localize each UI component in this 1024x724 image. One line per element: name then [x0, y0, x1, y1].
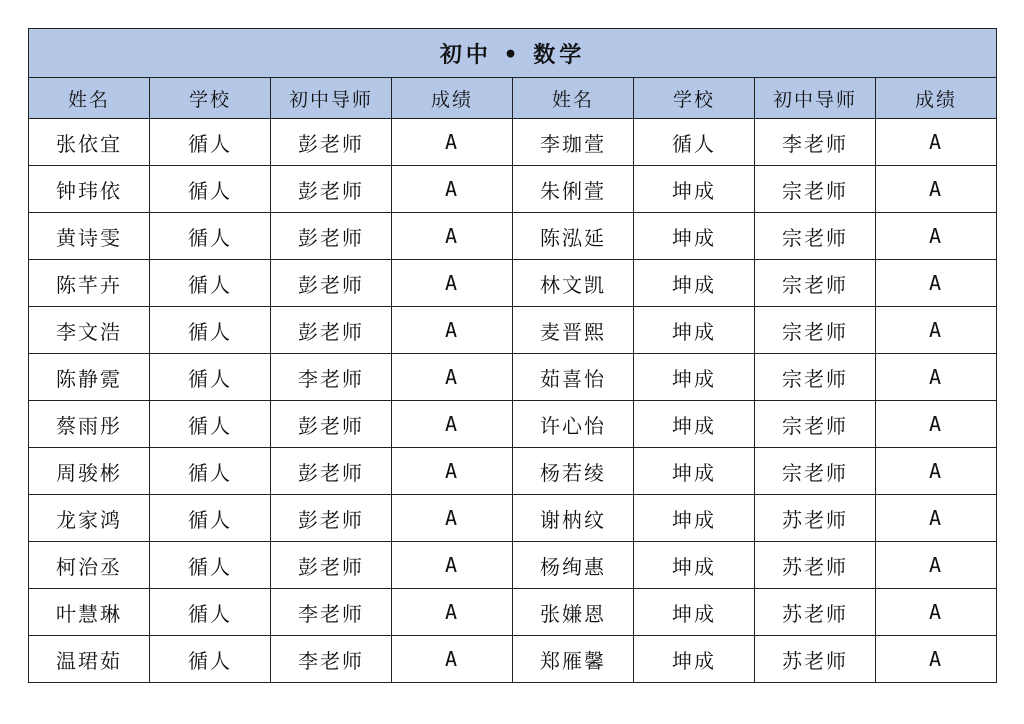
school-cell: 坤成: [634, 542, 755, 589]
school-cell: 循人: [150, 448, 271, 495]
mentor-cell: 苏老师: [755, 636, 876, 683]
mentor-cell: 宗老师: [755, 213, 876, 260]
student-name-cell: 麦晋熙: [513, 307, 634, 354]
mentor-cell: 彭老师: [271, 213, 392, 260]
student-name-cell: 谢枘纹: [513, 495, 634, 542]
mentor-cell: 彭老师: [271, 448, 392, 495]
grade-cell: A: [876, 166, 997, 213]
student-name-cell: 黄诗雯: [29, 213, 150, 260]
mentor-cell: 宗老师: [755, 354, 876, 401]
header-mentor: 初中导师: [755, 78, 876, 119]
school-cell: 坤成: [634, 401, 755, 448]
grade-cell: A: [392, 213, 513, 260]
student-name-cell: 龙家鸿: [29, 495, 150, 542]
mentor-cell: 彭老师: [271, 495, 392, 542]
school-cell: 坤成: [634, 307, 755, 354]
grade-cell: A: [392, 636, 513, 683]
school-cell: 循人: [150, 589, 271, 636]
grade-cell: A: [392, 354, 513, 401]
table-row: [29, 119, 997, 166]
school-cell: 循人: [150, 495, 271, 542]
mentor-cell: 李老师: [755, 119, 876, 166]
header-grade: 成绩: [392, 78, 513, 119]
mentor-cell: 苏老师: [755, 542, 876, 589]
student-name-cell: 温珺茹: [29, 636, 150, 683]
school-cell: 坤成: [634, 589, 755, 636]
grade-cell: A: [876, 542, 997, 589]
table-row: [29, 166, 997, 213]
grade-cell: A: [392, 260, 513, 307]
school-cell: 循人: [150, 213, 271, 260]
grade-cell: A: [876, 401, 997, 448]
student-name-cell: 陈静霓: [29, 354, 150, 401]
mentor-cell: 宗老师: [755, 307, 876, 354]
student-name-cell: 郑雁馨: [513, 636, 634, 683]
header-mentor: 初中导师: [271, 78, 392, 119]
school-cell: 循人: [150, 354, 271, 401]
student-name-cell: 李文浩: [29, 307, 150, 354]
table-row: [29, 448, 997, 495]
student-name-cell: 叶慧琳: [29, 589, 150, 636]
student-name-cell: 周骏彬: [29, 448, 150, 495]
student-name-cell: 柯治丞: [29, 542, 150, 589]
mentor-cell: 彭老师: [271, 260, 392, 307]
mentor-cell: 彭老师: [271, 542, 392, 589]
table-row: [29, 542, 997, 589]
school-cell: 循人: [150, 166, 271, 213]
table-row: [29, 354, 997, 401]
grade-cell: A: [392, 542, 513, 589]
school-cell: 循人: [150, 307, 271, 354]
mentor-cell: 李老师: [271, 589, 392, 636]
header-school: 学校: [634, 78, 755, 119]
mentor-cell: 宗老师: [755, 260, 876, 307]
student-name-cell: 朱俐萱: [513, 166, 634, 213]
grade-cell: A: [392, 401, 513, 448]
grade-cell: A: [392, 119, 513, 166]
school-cell: 坤成: [634, 448, 755, 495]
mentor-cell: 宗老师: [755, 166, 876, 213]
school-cell: 循人: [150, 260, 271, 307]
grade-cell: A: [876, 448, 997, 495]
mentor-cell: 彭老师: [271, 166, 392, 213]
school-cell: 坤成: [634, 354, 755, 401]
header-row: [29, 78, 997, 119]
grade-cell: A: [392, 495, 513, 542]
mentor-cell: 宗老师: [755, 448, 876, 495]
header-school: 学校: [150, 78, 271, 119]
student-name-cell: 陈芊卉: [29, 260, 150, 307]
table-row: [29, 495, 997, 542]
grade-cell: A: [392, 307, 513, 354]
student-name-cell: 茹喜怡: [513, 354, 634, 401]
school-cell: 坤成: [634, 636, 755, 683]
student-name-cell: 蔡雨彤: [29, 401, 150, 448]
table-row: [29, 260, 997, 307]
grade-cell: A: [876, 589, 997, 636]
student-name-cell: 林文凯: [513, 260, 634, 307]
student-name-cell: 杨绚惠: [513, 542, 634, 589]
school-cell: 坤成: [634, 166, 755, 213]
school-cell: 坤成: [634, 495, 755, 542]
table-row: [29, 307, 997, 354]
school-cell: 循人: [150, 401, 271, 448]
school-cell: 循人: [150, 636, 271, 683]
grades-table: [28, 28, 997, 683]
table-row: [29, 589, 997, 636]
grade-cell: A: [876, 636, 997, 683]
school-cell: 循人: [150, 119, 271, 166]
header-name: 姓名: [513, 78, 634, 119]
header-grade: 成绩: [876, 78, 997, 119]
mentor-cell: 彭老师: [271, 401, 392, 448]
grade-cell: A: [392, 589, 513, 636]
grade-cell: A: [392, 448, 513, 495]
grade-cell: A: [876, 307, 997, 354]
school-cell: 循人: [634, 119, 755, 166]
table-row: [29, 636, 997, 683]
mentor-cell: 李老师: [271, 636, 392, 683]
student-name-cell: 杨若绫: [513, 448, 634, 495]
grade-cell: A: [876, 213, 997, 260]
mentor-cell: 彭老师: [271, 119, 392, 166]
student-name-cell: 陈泓延: [513, 213, 634, 260]
mentor-cell: 苏老师: [755, 495, 876, 542]
grade-cell: A: [876, 495, 997, 542]
mentor-cell: 苏老师: [755, 589, 876, 636]
student-name-cell: 张依宜: [29, 119, 150, 166]
table-row: [29, 213, 997, 260]
mentor-cell: 李老师: [271, 354, 392, 401]
student-name-cell: 许心怡: [513, 401, 634, 448]
school-cell: 循人: [150, 542, 271, 589]
school-cell: 坤成: [634, 213, 755, 260]
grade-cell: A: [876, 260, 997, 307]
grade-cell: A: [392, 166, 513, 213]
grade-cell: A: [876, 119, 997, 166]
table-title: 初中 • 数学: [29, 29, 997, 78]
grade-cell: A: [876, 354, 997, 401]
student-name-cell: 张嫌恩: [513, 589, 634, 636]
student-name-cell: 钟玮依: [29, 166, 150, 213]
school-cell: 坤成: [634, 260, 755, 307]
title-row: [29, 29, 997, 78]
table-row: [29, 401, 997, 448]
header-name: 姓名: [29, 78, 150, 119]
table-body: [29, 119, 997, 683]
mentor-cell: 宗老师: [755, 401, 876, 448]
mentor-cell: 彭老师: [271, 307, 392, 354]
student-name-cell: 李珈萱: [513, 119, 634, 166]
